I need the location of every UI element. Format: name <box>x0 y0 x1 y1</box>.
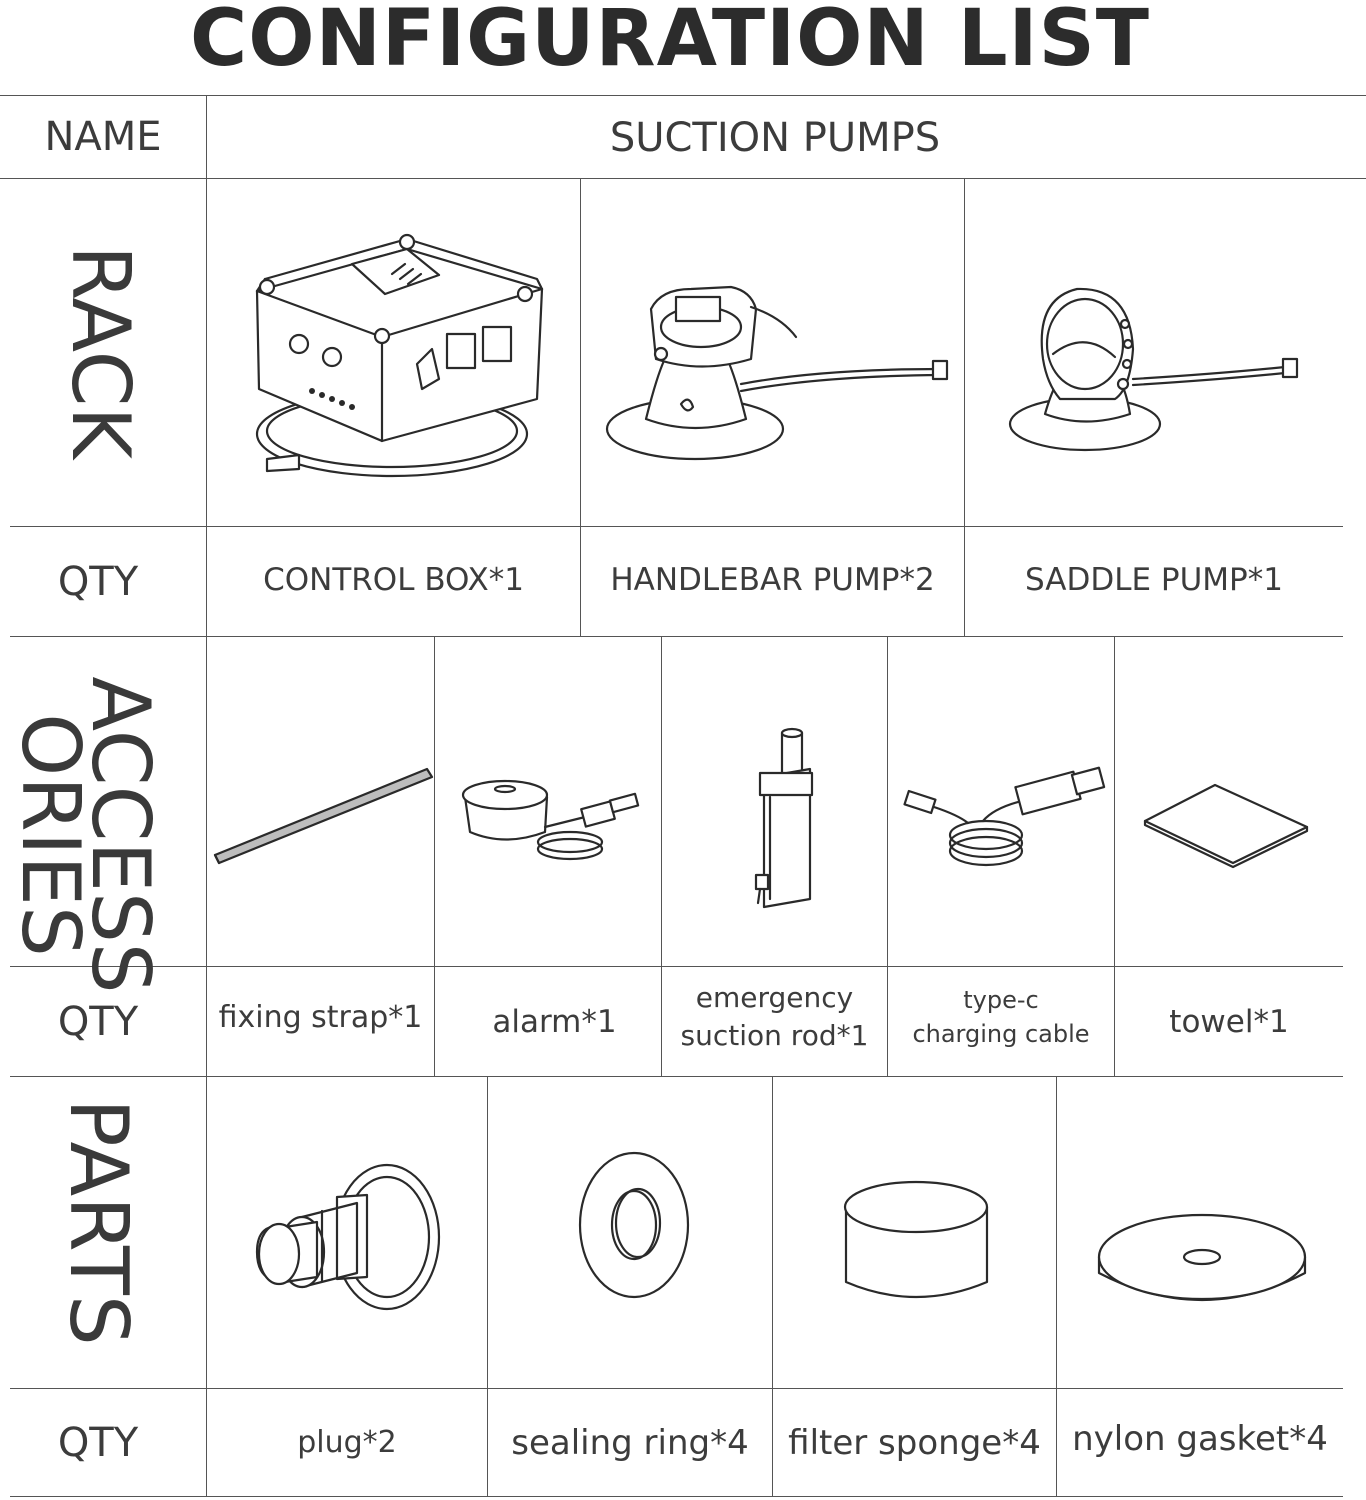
saddle-pump-caption: SADDLE PUMP*1 <box>1025 561 1283 598</box>
sealing-ring-icon <box>488 1077 772 1388</box>
suction-rod-caption-line2: suction rod*1 <box>680 1019 869 1052</box>
towel-icon <box>1115 637 1343 966</box>
page-title: CONFIGURATION LIST <box>190 0 1150 84</box>
rack-qty-label: QTY <box>57 558 139 605</box>
sealing-ring-caption: sealing ring*4 <box>511 1422 749 1463</box>
saddle-pump-icon <box>965 179 1343 526</box>
handlebar-pump-caption: HANDLEBAR PUMP*2 <box>610 561 935 598</box>
suction-rod-caption-line1: emergency <box>695 981 854 1014</box>
control-box-caption: CONTROL BOX*1 <box>263 561 524 598</box>
filter-sponge-icon <box>773 1077 1056 1388</box>
suction-rod-caption <box>662 967 887 1067</box>
accessories-label-line2: ORIES <box>4 713 97 957</box>
alarm-icon <box>435 637 661 966</box>
name-label: NAME <box>44 114 162 160</box>
accessories-section-label <box>4 676 167 994</box>
charging-cable-caption-line2: charging cable <box>912 1020 1090 1048</box>
plug-icon <box>207 1077 487 1388</box>
filter-sponge-caption: filter sponge*4 <box>788 1422 1041 1463</box>
accessories-qty-label: QTY <box>57 998 139 1045</box>
handlebar-pump-icon <box>581 179 964 526</box>
charging-cable-caption-line1: type-c <box>963 986 1039 1014</box>
towel-caption: towel*1 <box>1169 1003 1289 1040</box>
nylon-gasket-caption: nylon gasket*4 <box>1072 1419 1328 1459</box>
alarm-caption: alarm*1 <box>492 1003 617 1040</box>
divider <box>10 1496 1343 1497</box>
charging-cable-icon <box>888 637 1114 966</box>
suction-rod-icon <box>662 637 887 966</box>
charging-cable-caption <box>888 967 1114 1067</box>
fixing-strap-icon <box>207 637 434 966</box>
fixing-strap-caption: fixing strap*1 <box>218 1000 423 1035</box>
accessories-label-line1: ACCESS <box>74 676 167 994</box>
name-value: SUCTION PUMPS <box>609 115 941 161</box>
parts-section-label: PARTS <box>52 1098 145 1346</box>
parts-qty-label: QTY <box>57 1419 139 1466</box>
nylon-gasket-icon <box>1057 1077 1343 1388</box>
control-box-icon <box>207 179 580 526</box>
plug-caption: plug*2 <box>297 1425 397 1460</box>
rack-section-label: RACK <box>54 245 147 459</box>
